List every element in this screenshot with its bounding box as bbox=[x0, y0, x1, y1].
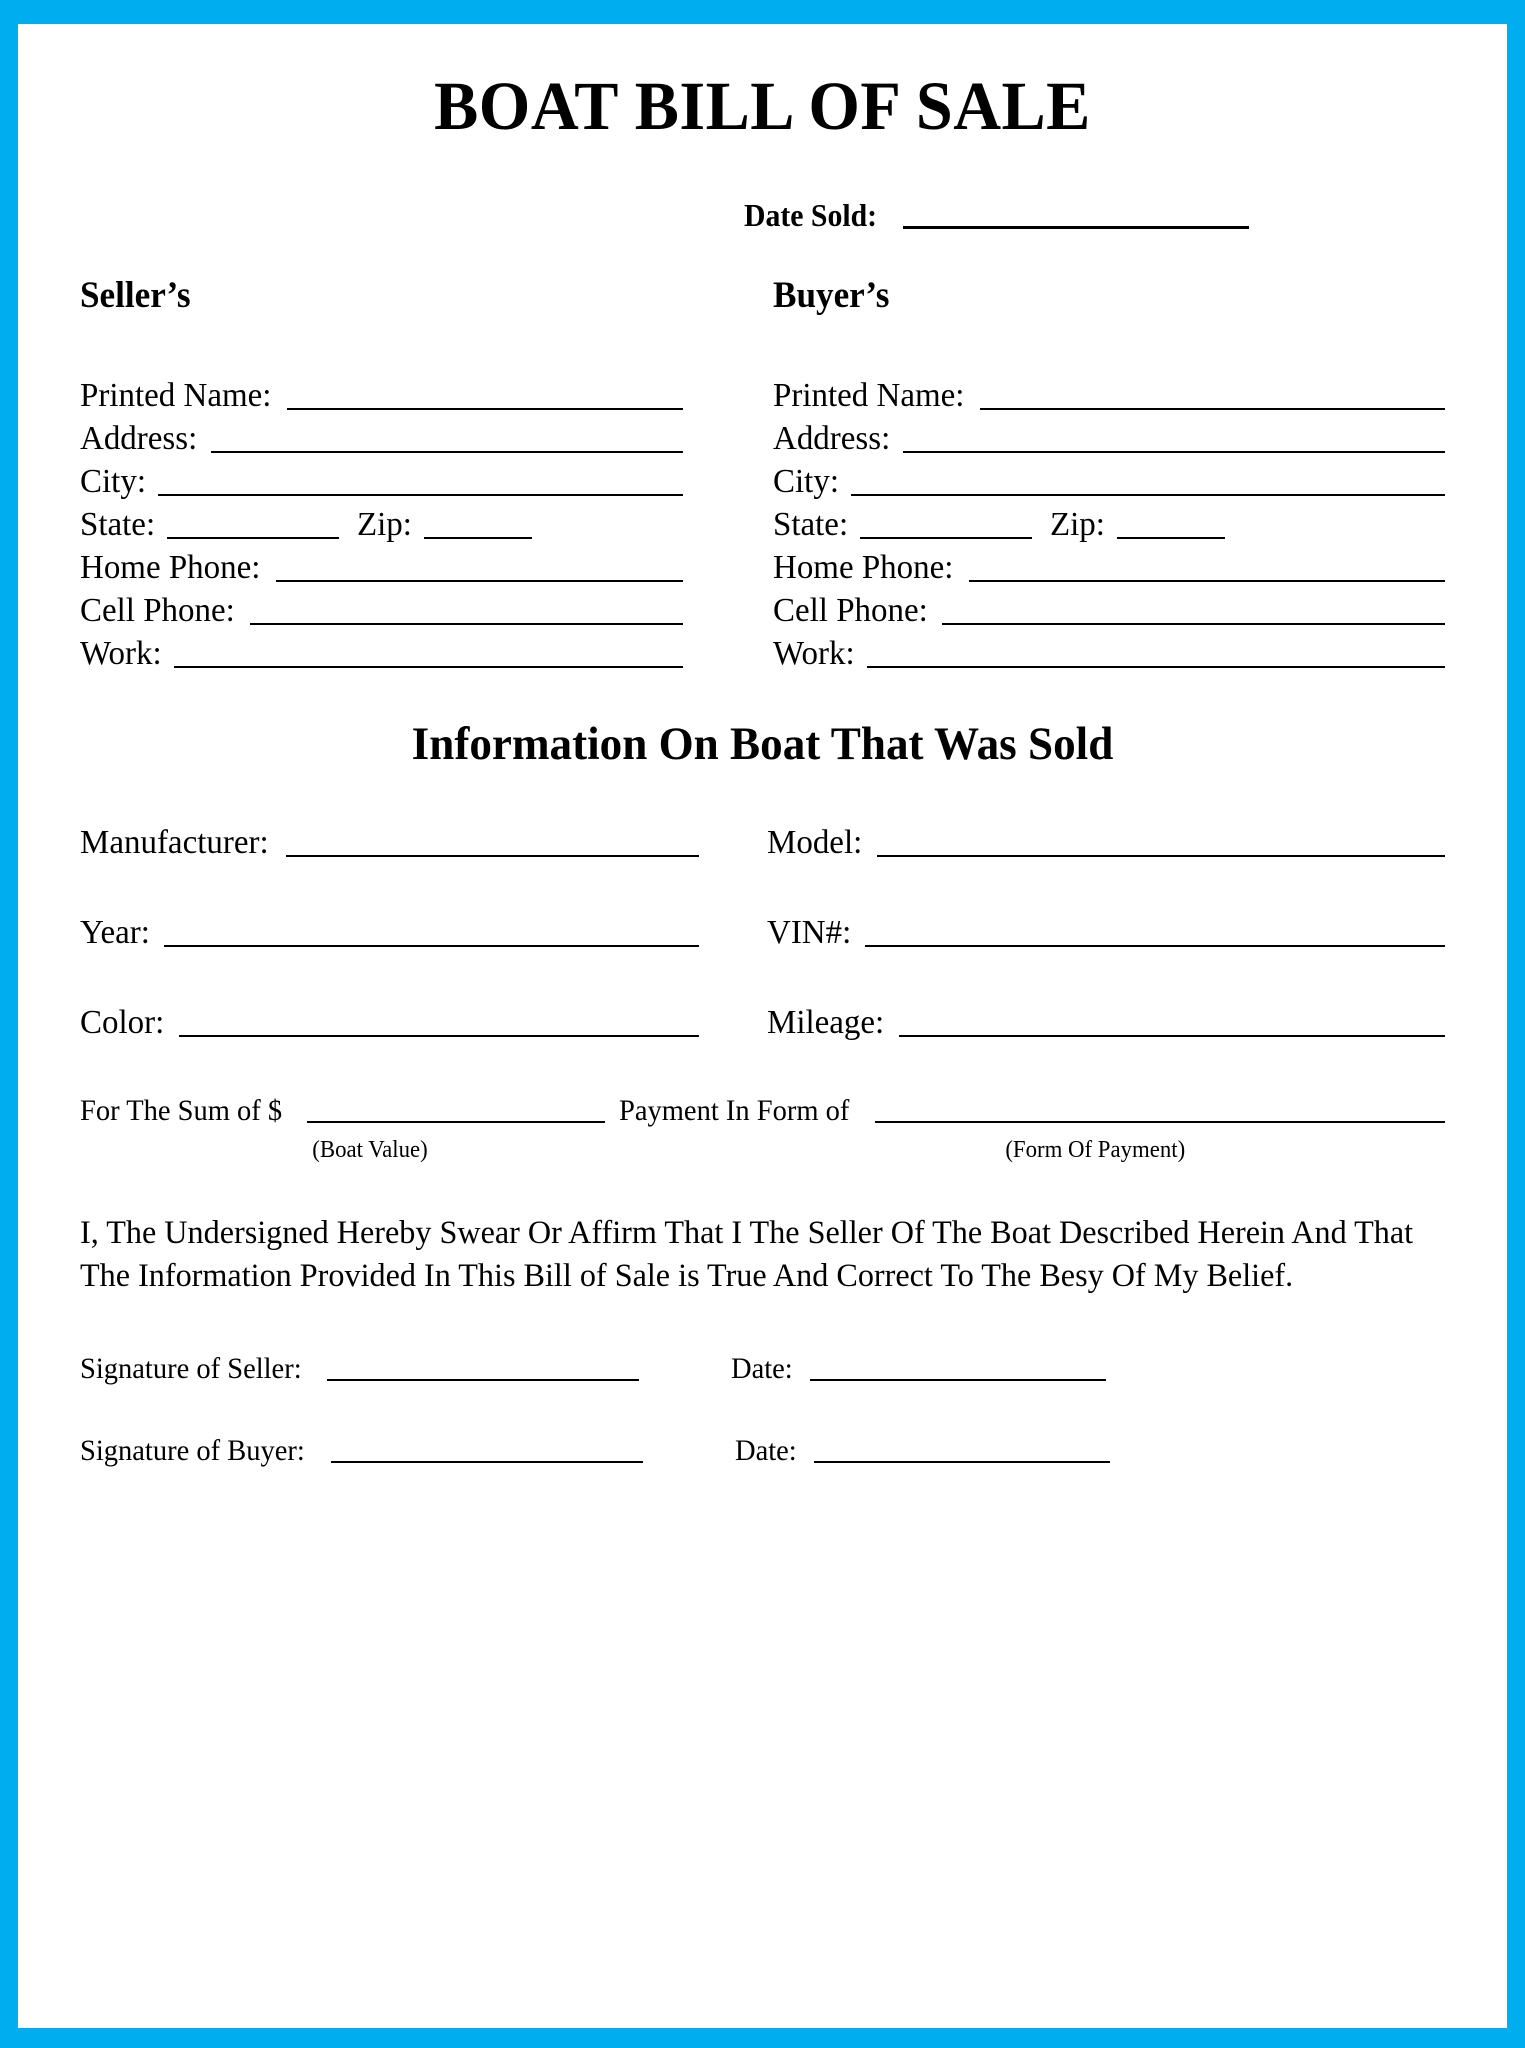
buyer-zip-label: Zip: bbox=[1049, 506, 1105, 543]
buyer-work-row bbox=[773, 628, 1446, 671]
buyer-cell-phone-input-line[interactable] bbox=[942, 623, 1445, 625]
payment-form-label: Payment In Form of bbox=[618, 1094, 850, 1127]
manufacturer-input-line[interactable] bbox=[286, 855, 698, 857]
color-input-line[interactable] bbox=[179, 1035, 699, 1037]
buyer-column bbox=[763, 277, 1446, 671]
boat-row-color-mileage bbox=[80, 1006, 1445, 1040]
boat-mileage-field bbox=[763, 1006, 1446, 1040]
form-of-payment-caption: (Form Of Payment) bbox=[1005, 1137, 1186, 1163]
color-label: Color: bbox=[80, 1004, 165, 1041]
buyer-state-label: State: bbox=[772, 506, 848, 543]
seller-city-label: City: bbox=[80, 463, 146, 500]
buyer-address-input-line[interactable] bbox=[903, 451, 1445, 453]
seller-home-phone-label: Home Phone: bbox=[80, 549, 261, 586]
boat-value-input-line[interactable] bbox=[307, 1121, 605, 1123]
buyer-work-input-line[interactable] bbox=[867, 666, 1445, 668]
signatures-section bbox=[80, 1351, 1445, 1467]
seller-zip-input-line[interactable] bbox=[424, 537, 532, 539]
seller-printed-name-row bbox=[80, 370, 683, 413]
seller-cell-phone-label: Cell Phone: bbox=[80, 592, 235, 629]
boat-year-field bbox=[80, 916, 763, 950]
buyer-cell-phone-label: Cell Phone: bbox=[772, 592, 928, 629]
buyer-state-zip-row bbox=[773, 499, 1446, 542]
boat-row-year-vin bbox=[80, 916, 1445, 950]
vin-label: VIN#: bbox=[766, 914, 851, 951]
boat-value-caption: (Boat Value) bbox=[312, 1137, 428, 1163]
buyer-city-row bbox=[773, 456, 1446, 499]
seller-home-phone-input-line[interactable] bbox=[276, 580, 682, 582]
buyer-printed-name-input-line[interactable] bbox=[980, 408, 1445, 410]
vin-input-line[interactable] bbox=[865, 945, 1445, 947]
buyer-heading: Buyer’s bbox=[772, 275, 889, 316]
seller-zip-label: Zip: bbox=[357, 506, 413, 543]
seller-printed-name-label: Printed Name: bbox=[80, 377, 272, 414]
year-label: Year: bbox=[80, 914, 150, 951]
seller-heading: Seller’s bbox=[80, 275, 191, 316]
form-of-payment-input-line[interactable] bbox=[875, 1121, 1445, 1123]
buyer-date-label: Date: bbox=[734, 1433, 797, 1467]
boat-manufacturer-field bbox=[80, 826, 763, 860]
date-sold-input-line[interactable] bbox=[903, 226, 1249, 229]
seller-state-input-line[interactable] bbox=[167, 537, 339, 539]
buyer-signature-row bbox=[80, 1433, 1445, 1467]
payment-row bbox=[80, 1096, 1445, 1126]
model-label: Model: bbox=[766, 824, 862, 861]
boat-section-heading: Information On Boat That Was Sold bbox=[411, 718, 1114, 770]
seller-work-row bbox=[80, 628, 683, 671]
year-input-line[interactable] bbox=[164, 945, 698, 947]
buyer-signature-label: Signature of Buyer: bbox=[80, 1433, 305, 1467]
seller-date-label: Date: bbox=[731, 1351, 794, 1385]
seller-address-row bbox=[80, 413, 683, 456]
model-input-line[interactable] bbox=[877, 855, 1445, 857]
page-title: BOAT BILL OF SALE bbox=[434, 68, 1091, 144]
seller-signature-input-line[interactable] bbox=[327, 1379, 639, 1381]
sum-label: For The Sum of $ bbox=[80, 1094, 283, 1127]
seller-date-input-line[interactable] bbox=[810, 1379, 1106, 1381]
boat-model-field bbox=[763, 826, 1446, 860]
seller-printed-name-input-line[interactable] bbox=[287, 408, 682, 410]
date-sold-row bbox=[80, 199, 1445, 231]
boat-color-field bbox=[80, 1006, 763, 1040]
seller-city-input-line[interactable] bbox=[158, 494, 682, 496]
buyer-cell-phone-row bbox=[773, 585, 1446, 628]
buyer-printed-name-label: Printed Name: bbox=[772, 377, 964, 414]
seller-column bbox=[80, 277, 763, 671]
buyer-date-input-line[interactable] bbox=[814, 1461, 1110, 1463]
affirmation-statement: I, The Undersigned Hereby Swear Or Affirm That I The Seller Of The Boat Described Herein And That The Information Provided In This Bill of Sale is True And Correct To The Besy Of My Belief. bbox=[80, 1215, 1414, 1294]
seller-home-phone-row bbox=[80, 542, 683, 585]
seller-address-label: Address: bbox=[80, 420, 198, 457]
seller-signature-row bbox=[80, 1351, 1445, 1385]
payment-captions bbox=[80, 1138, 1445, 1162]
manufacturer-label: Manufacturer: bbox=[80, 824, 269, 861]
buyer-address-label: Address: bbox=[772, 420, 890, 457]
buyer-city-label: City: bbox=[772, 463, 839, 500]
seller-city-row bbox=[80, 456, 683, 499]
buyer-signature-input-line[interactable] bbox=[331, 1461, 643, 1463]
boat-row-manufacturer-model bbox=[80, 826, 1445, 860]
parties-section bbox=[80, 277, 1445, 671]
buyer-printed-name-row bbox=[773, 370, 1446, 413]
seller-cell-phone-input-line[interactable] bbox=[250, 623, 683, 625]
boat-details-grid bbox=[80, 826, 1445, 1040]
document-sheet bbox=[18, 24, 1507, 2028]
seller-state-label: State: bbox=[80, 506, 156, 543]
buyer-home-phone-label: Home Phone: bbox=[772, 549, 953, 586]
buyer-address-row bbox=[773, 413, 1446, 456]
seller-address-input-line[interactable] bbox=[211, 451, 683, 453]
boat-vin-field bbox=[763, 916, 1446, 950]
buyer-state-input-line[interactable] bbox=[860, 537, 1032, 539]
seller-cell-phone-row bbox=[80, 585, 683, 628]
buyer-city-input-line[interactable] bbox=[851, 494, 1445, 496]
seller-signature-label: Signature of Seller: bbox=[80, 1351, 302, 1385]
buyer-home-phone-input-line[interactable] bbox=[969, 580, 1445, 582]
mileage-input-line[interactable] bbox=[899, 1035, 1445, 1037]
seller-work-input-line[interactable] bbox=[174, 666, 682, 668]
seller-work-label: Work: bbox=[80, 635, 162, 672]
date-sold-label: Date Sold: bbox=[744, 197, 878, 233]
payment-section bbox=[80, 1096, 1445, 1162]
buyer-zip-input-line[interactable] bbox=[1117, 537, 1225, 539]
mileage-label: Mileage: bbox=[766, 1004, 884, 1041]
buyer-work-label: Work: bbox=[772, 635, 855, 672]
buyer-home-phone-row bbox=[773, 542, 1446, 585]
seller-state-zip-row bbox=[80, 499, 683, 542]
